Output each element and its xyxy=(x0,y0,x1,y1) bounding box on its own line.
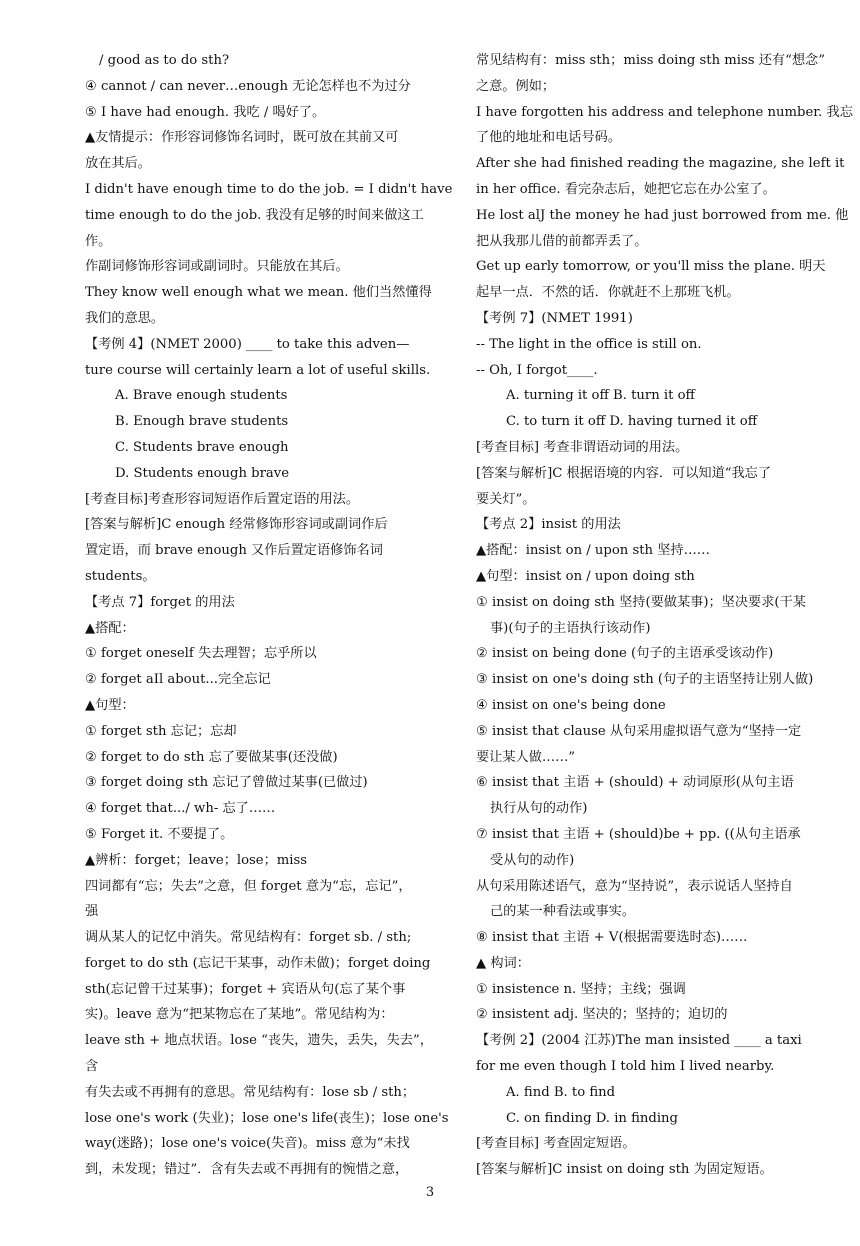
text-line: 作副词修饰形容词或副词时。只能放在其后。 xyxy=(85,259,349,275)
text-line: ① insist on doing sth 坚持(要做某事)；坚决要求(干某 xyxy=(476,594,806,610)
text-line: 受从句的动作) xyxy=(490,852,575,868)
text-line: [考查目标]考查形容词短语作后置定语的用法。 xyxy=(85,491,360,507)
text-line: / good as to do sth? xyxy=(99,53,230,68)
text-line: ② forget aIl about...完全忘记 xyxy=(85,672,271,688)
text-line: 起早一点．不然的话．你就赶不上那班飞机。 xyxy=(476,285,740,301)
text-line: C. to turn it off D. having turned it off xyxy=(506,414,758,430)
text-line: ▲辨析：forget；leave；lose；miss xyxy=(85,852,308,868)
text-line: C. Students brave enough xyxy=(115,439,289,455)
text-line: ② insistent adj. 坚决的；坚持的；迫切的 xyxy=(476,1007,728,1023)
text-line: 到，未发现；错过”．含有失去或不再拥有的惋惜之意， xyxy=(85,1162,409,1178)
text-line: 含 xyxy=(85,1059,99,1075)
text-line: forget to do sth (忘记干某事，动作未做)；forget doing xyxy=(85,955,431,971)
text-line: in her office. 看完杂志后，她把它忘在办公室了。 xyxy=(476,181,776,197)
text-line: 把从我那儿借的前都弄丢了。 xyxy=(476,233,648,249)
text-line: ▲ 构词： xyxy=(476,955,530,971)
text-line: 【考点 7】forget 的用法 xyxy=(85,594,235,610)
text-line: They know well enough what we mean. 他们当然懂得 xyxy=(85,285,432,301)
text-line: 放在其后。 xyxy=(85,156,151,172)
text-line: He lost alJ the money he had just borrowed from me. 他 xyxy=(476,207,849,223)
text-line: ④ cannot / can never…enough 无论怎样也不为过分 xyxy=(85,78,411,94)
text-line: time enough to do the job. 我没有足够的时间来做这工 xyxy=(85,207,424,223)
text-line: ② forget to do sth 忘了要做某事(还没做) xyxy=(85,749,338,765)
text-line: students。 xyxy=(85,568,156,584)
text-line: ④ insist on one's being done xyxy=(476,697,666,713)
text-line: A. turning it off B. turn it off xyxy=(506,388,695,404)
text-line: ▲搭配：insist on / upon sth 坚持…… xyxy=(476,543,710,559)
text-line: 调从某人的记忆中消失。常见结构有：forget sb. / sth; xyxy=(85,930,412,946)
text-line: ② insist on being done (句子的主语承受该动作) xyxy=(476,646,774,662)
text-line: ⑦ insist that 主语 + (should)be + pp. ((从句主语承 xyxy=(476,826,801,842)
text-line: 事)(句子的主语执行该动作) xyxy=(490,620,651,636)
text-line: ▲句型：insist on / upon doing sth xyxy=(476,568,695,584)
text-line: 强 xyxy=(85,904,99,920)
text-line: ⑤ insist that clause 从句采用虚拟语气意为“坚持一定 xyxy=(476,723,802,739)
text-line: [考查目标] 考查固定短语。 xyxy=(476,1136,636,1152)
text-line: sth(忘记曾干过某事)；forget + 宾语从句(忘了某个事 xyxy=(85,981,406,997)
text-line: B. Enough brave students xyxy=(115,414,289,430)
text-line: ⑧ insist that 主语 + V(根据需要选时态)…… xyxy=(476,930,748,946)
text-line: C. on finding D. in finding xyxy=(506,1110,678,1126)
text-line: [考查目标] 考查非谓语动词的用法。 xyxy=(476,439,689,455)
text-line: ⑤ I have had enough. 我吃 / 喝好了。 xyxy=(85,104,326,120)
text-line: 作。 xyxy=(85,233,112,249)
text-line: I have forgotten his address and telephone number. 我忘 xyxy=(476,104,853,120)
text-line: ⑤ Forget it. 不要提了。 xyxy=(85,826,234,842)
text-line: ① forget oneself 失去理智；忘乎所以 xyxy=(85,646,317,662)
page-number: 3 xyxy=(425,1185,435,1200)
text-line: Get up early tomorrow, or you'll miss the plane. 明天 xyxy=(476,259,826,275)
text-line: [答案与解析]C insist on doing sth 为固定短语。 xyxy=(476,1162,773,1178)
text-line: 【考例 2】(2004 江苏)The man insisted ____ a taxi xyxy=(476,1033,802,1049)
text-line: ① insistence n. 坚持；主线；强调 xyxy=(476,981,686,997)
right-column xyxy=(476,48,853,1183)
text-line: A. find B. to find xyxy=(506,1084,616,1100)
text-line: [答案与解析]C 根据语境的内容．可以知道“我忘了 xyxy=(476,465,772,481)
text-line: ④ forget that.../ wh- 忘了…… xyxy=(85,801,276,817)
text-line: ① forget sth 忘记；忘却 xyxy=(85,723,237,739)
text-line: ③ insist on one's doing sth (句子的主语坚持让别人做) xyxy=(476,672,814,688)
text-line: ture course will certainly learn a lot of useful skills. xyxy=(85,362,431,378)
text-line: -- Oh, I forgot____. xyxy=(476,362,598,378)
text-line: D. Students enough brave xyxy=(115,465,290,481)
text-line: way(迷路)；lose one's voice(失音)。miss 意为“未找 xyxy=(85,1136,410,1152)
text-line: for me even though I told him I lived nearby. xyxy=(476,1059,775,1075)
text-line: 执行从句的动作) xyxy=(490,801,588,817)
text-line: leave sth + 地点状语。lose “丧失，遗失，丢失，失去”， xyxy=(85,1033,433,1049)
text-line: 置定语，而 brave enough 又作后置定语修饰名词 xyxy=(85,543,383,559)
text-line: lose one's work (失业)；lose one's life(丧生)；lose one's xyxy=(85,1110,449,1126)
text-line: 要关灯”。 xyxy=(476,491,536,507)
text-line: 之意。例如； xyxy=(476,78,556,94)
text-line: -- The light in the office is still on. xyxy=(476,336,702,352)
text-line: 了他的地址和电话号码。 xyxy=(476,130,622,146)
text-line: After she had finished reading the magazine, she left it xyxy=(476,156,845,172)
text-line: 常见结构有：miss sth；miss doing sth miss 还有“想念” xyxy=(476,53,825,68)
text-line: 从句采用陈述语气，意为“坚持说”，表示说话人坚持自 xyxy=(476,878,793,894)
text-line: 有失去或不再拥有的意思。常见结构有：lose sb / sth； xyxy=(85,1084,416,1100)
text-line: 要让某人做……” xyxy=(476,749,576,765)
text-line: 己的某一种看法或事实。 xyxy=(490,904,636,920)
text-line: 【考例 7】(NMET 1991) xyxy=(476,310,633,326)
text-line: ⑥ insist that 主语 + (should) + 动词原形(从句主语 xyxy=(476,775,794,791)
text-line: 实)。leave 意为“把某物忘在了某地”。常见结构为： xyxy=(85,1007,394,1023)
text-line: ▲友情提示：作形容词修饰名词时，既可放在其前又可 xyxy=(85,130,399,146)
text-line: 四词都有“忘；失去”之意，但 forget 意为“忘，忘记”， xyxy=(85,878,412,894)
text-line: ③ forget doing sth 忘记了曾做过某事(已做过) xyxy=(85,775,368,791)
text-line: [答案与解析]C enough 经常修饰形容词或副词作后 xyxy=(85,517,388,533)
text-line: 我们的意思。 xyxy=(85,310,165,326)
text-line: I didn't have enough time to do the job. = I didn't have xyxy=(85,181,453,197)
text-line: ▲句型： xyxy=(85,697,135,713)
text-line: ▲搭配： xyxy=(85,620,135,636)
text-line: A. Brave enough students xyxy=(115,388,288,404)
text-line: 【考例 4】(NMET 2000) ____ to take this adven— xyxy=(85,336,410,352)
text-line: 【考点 2】insist 的用法 xyxy=(476,517,621,533)
left-column xyxy=(85,48,457,1183)
